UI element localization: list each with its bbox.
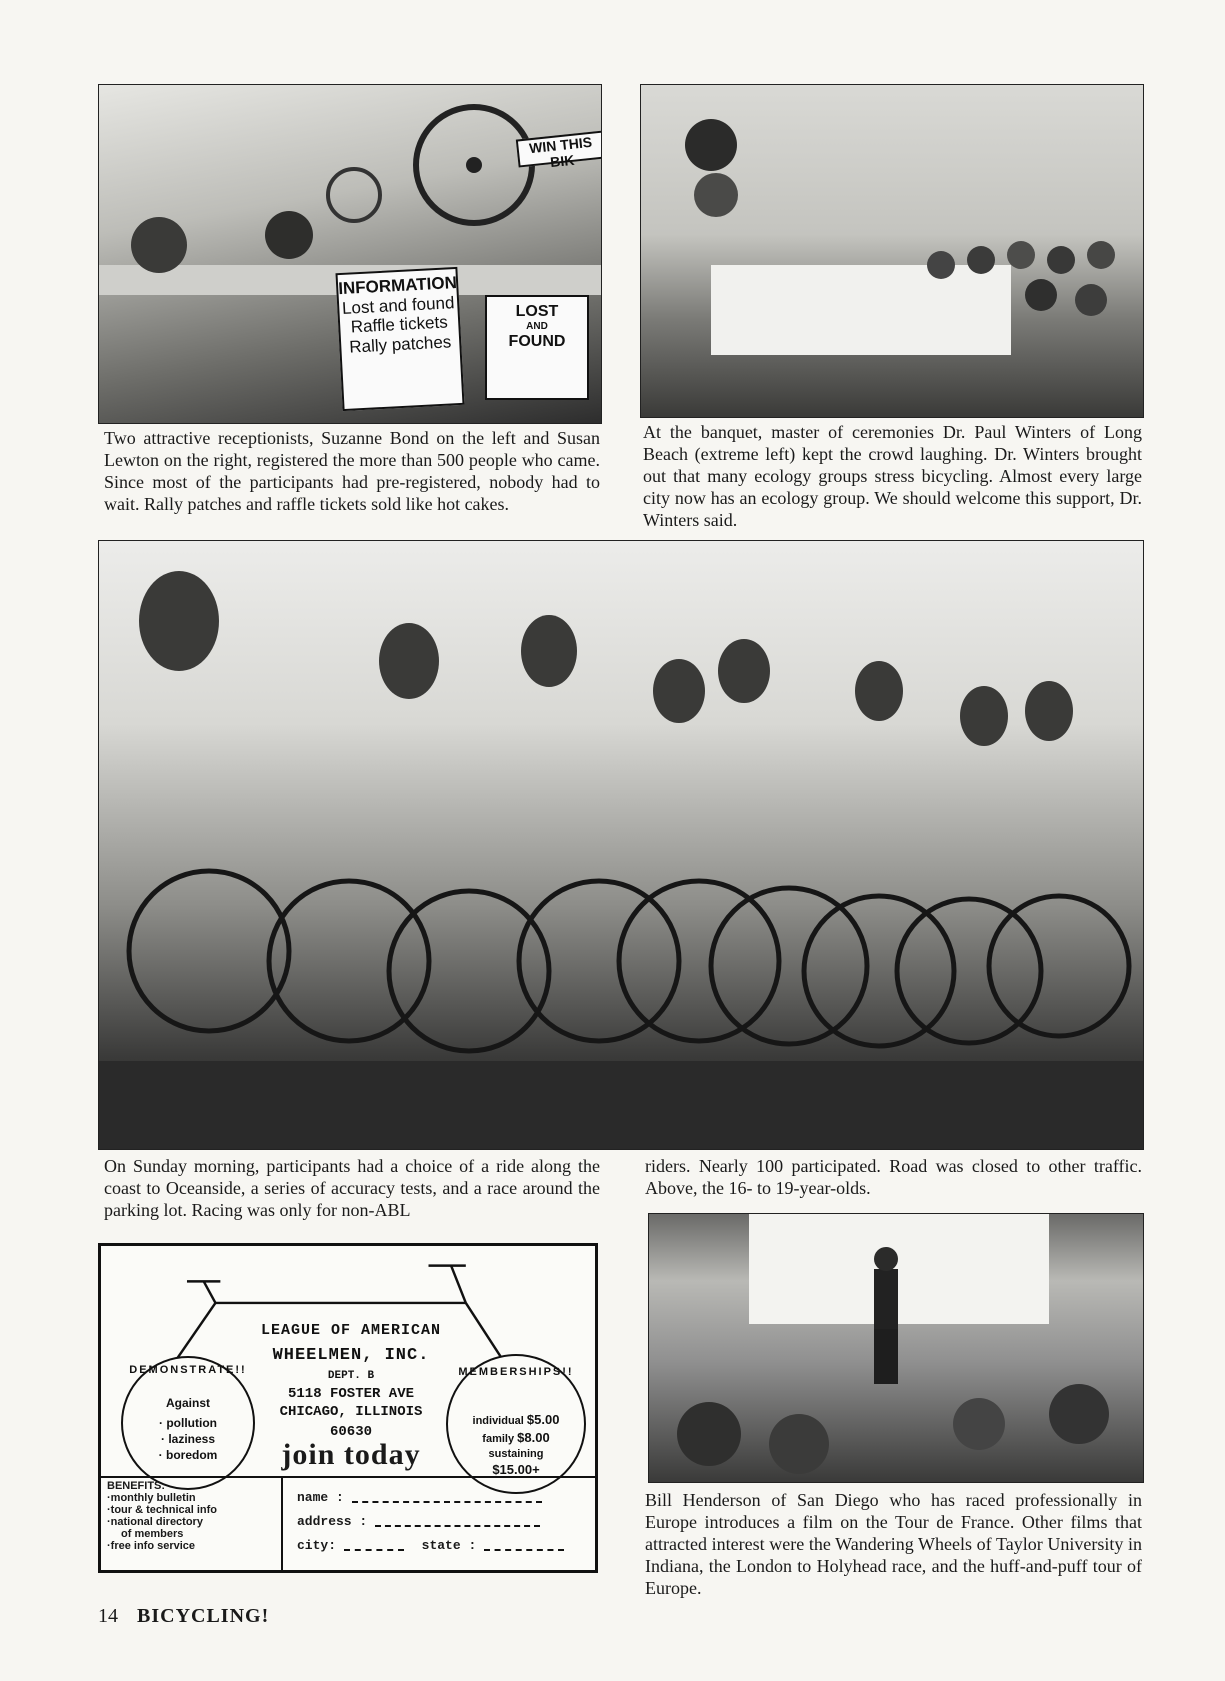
form-city-state-row[interactable]: city: state : (297, 1538, 587, 1553)
demonstrate-circle (121, 1356, 255, 1490)
ad-zip: 60630 (329, 1424, 372, 1440)
caption-race-left: On Sunday morning, participants had a choice of a ride along the coast to Oceanside, a series of accuracy tests, and a race around the parking lot. Racing was only for non-ABL (104, 1156, 600, 1220)
banquet-scene (641, 85, 1143, 417)
caption-film: Bill Henderson of San Diego who has raced professionally in Europe introduces a film on the Tour de France. Other films that attracted interest were the Wandering Wheels of Taylor University in Indiana, the London to Holyhead race, and the huff-and-puff tour of Europe. (645, 1490, 1142, 1598)
caption-banquet: At the banquet, master of ceremonies Dr. Paul Winters of Long Beach (extreme left) kept the crowd laughing. Dr. Winters brought out that many ecology groups stress bicycling. Almost every large city now has an ecology group. We should welcome this support, Dr. Winters said. (643, 422, 1142, 530)
form-address-row[interactable]: address : (297, 1514, 587, 1529)
photo-banquet (640, 84, 1144, 418)
magazine-name: BICYCLING! (137, 1605, 270, 1627)
ad-org-line1: LEAGUE OF AMERICAN (260, 1322, 442, 1339)
film-scene (649, 1214, 1143, 1482)
demonstrate-against: Against (165, 1396, 210, 1410)
demonstrate-item: · boredom (158, 1448, 218, 1462)
ad-address1: 5118 FOSTER AVE (287, 1386, 415, 1402)
ad-address2: CHICAGO, ILLINOIS (279, 1404, 423, 1420)
membership-sustaining: sustaining (488, 1448, 544, 1460)
membership-individual: individual $5.00 (472, 1412, 560, 1427)
lab-membership-ad (98, 1243, 598, 1573)
demonstrate-title: DEMONSTRATE!! (129, 1364, 247, 1376)
page-footer (98, 1605, 269, 1628)
photo-race (98, 540, 1144, 1150)
memberships-circle (446, 1354, 586, 1494)
memberships-title: MEMBERSHIPS!! (458, 1366, 574, 1378)
ad-benefits-divider (281, 1476, 283, 1570)
photo-film-presentation (648, 1213, 1144, 1483)
membership-family: family $8.00 (482, 1430, 550, 1445)
demonstrate-item: · pollution (159, 1416, 217, 1430)
membership-sustaining-price: $15.00+ (492, 1462, 540, 1477)
caption-receptionists: Two attractive receptionists, Suzanne Bond on the left and Susan Lewton on the right, registered the more than 500 people who came. Since most of the participants had pre-registered, nobody had to wait. Rally patches and raffle tickets sold like hot cakes. (104, 428, 600, 514)
race-scene (99, 541, 1143, 1149)
sign-information: INFORMATION Lost and found Raffle tickets Rally patches (335, 267, 464, 411)
join-today-heading: join today (281, 1438, 421, 1471)
sign-win-bike: WIN THIS BIK (516, 130, 602, 167)
sign-lost-and-found: LOST AND FOUND (485, 295, 589, 400)
ad-org-line2: WHEELMEN, INC. (272, 1346, 430, 1365)
demonstrate-item: · laziness (160, 1432, 216, 1446)
ad-bottom-divider (101, 1476, 595, 1478)
benefits-list: BENEFITS: ·monthly bulletin ·tour & technical info ·national directory of members ·free info service (107, 1480, 217, 1552)
form-name-row[interactable]: name : (297, 1490, 587, 1505)
caption-race-right: riders. Nearly 100 participated. Road was closed to other traffic. Above, the 16- to 19-year-olds. (645, 1156, 1142, 1198)
page-number: 14 (98, 1605, 118, 1627)
ad-dept: DEPT. B (327, 1370, 375, 1382)
photo-receptionists (98, 84, 602, 424)
